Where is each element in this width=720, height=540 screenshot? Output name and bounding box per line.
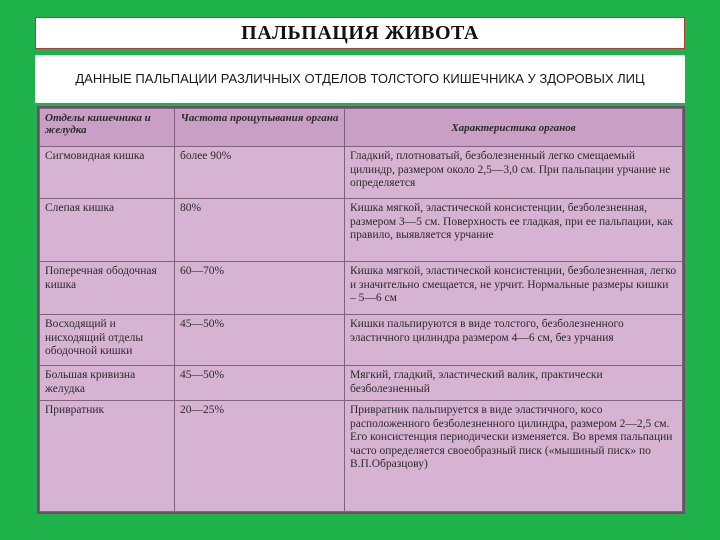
organ-cell: Восходящий и нисходящий отделы ободочной кишки — [40, 315, 175, 366]
description-cell: Привратник пальпируется в виде эластичного, косо расположенного безболезненного цилиндра, размером 2—2,5 см. Его консистенция периодически изменяется. Во время пальпации часто определяется своеобразный писк («мышиный писк» по В.П.Образцову) — [345, 401, 683, 512]
frequency-cell: 45—50% — [175, 315, 345, 366]
description-cell: Кишка мягкой, эластической консистенции, безболезненная, легко и значительно смещается, не урчит. Нормальные размеры кишки – 5—6 см — [345, 262, 683, 315]
organ-cell: Слепая кишка — [40, 199, 175, 262]
column-header-organ: Отделы кишечника и желудка — [40, 109, 175, 147]
table-row — [40, 315, 683, 366]
table-row — [40, 366, 683, 401]
description-cell: Кишка мягкой, эластической консистенции, безболезненная, размером 3—5 см. Поверхность ее гладкая, при ее пальпации, как правило, выявляется урчание — [345, 199, 683, 262]
palpation-table — [39, 108, 683, 512]
page-title: ПАЛЬПАЦИЯ ЖИВОТА — [241, 21, 479, 44]
table-row — [40, 199, 683, 262]
frequency-cell: 80% — [175, 199, 345, 262]
frequency-cell: 20—25% — [175, 401, 345, 512]
organ-cell: Сигмовидная кишка — [40, 147, 175, 199]
column-header-characteristics: Характеристика органов — [345, 109, 683, 147]
description-cell: Гладкий, плотноватый, безболезненный легко смещаемый цилиндр, размером около 2,5—3,0 см. При пальпации урчание не определяется — [345, 147, 683, 199]
organ-cell: Поперечная ободочная кишка — [40, 262, 175, 315]
title-banner — [35, 17, 685, 49]
frequency-cell: 45—50% — [175, 366, 345, 401]
description-cell: Мягкий, гладкий, эластический валик, практически безболезненный — [345, 366, 683, 401]
table-row — [40, 147, 683, 199]
frequency-cell: 60—70% — [175, 262, 345, 315]
page-subtitle: ДАННЫЕ ПАЛЬПАЦИИ РАЗЛИЧНЫХ ОТДЕЛОВ ТОЛСТОГО КИШЕЧНИКА У ЗДОРОВЫХ ЛИЦ — [75, 71, 645, 86]
organ-cell: Большая кривизна желудка — [40, 366, 175, 401]
frequency-cell: более 90% — [175, 147, 345, 199]
table-row — [40, 262, 683, 315]
description-cell: Кишки пальпируются в виде толстого, безболезненного эластичного цилиндра размером 4—6 см, без урчания — [345, 315, 683, 366]
table-row — [40, 401, 683, 512]
subtitle-banner — [35, 55, 685, 103]
column-header-frequency: Частота прощупывания органа — [175, 109, 345, 147]
organ-cell: Привратник — [40, 401, 175, 512]
palpation-table-container — [37, 106, 685, 514]
